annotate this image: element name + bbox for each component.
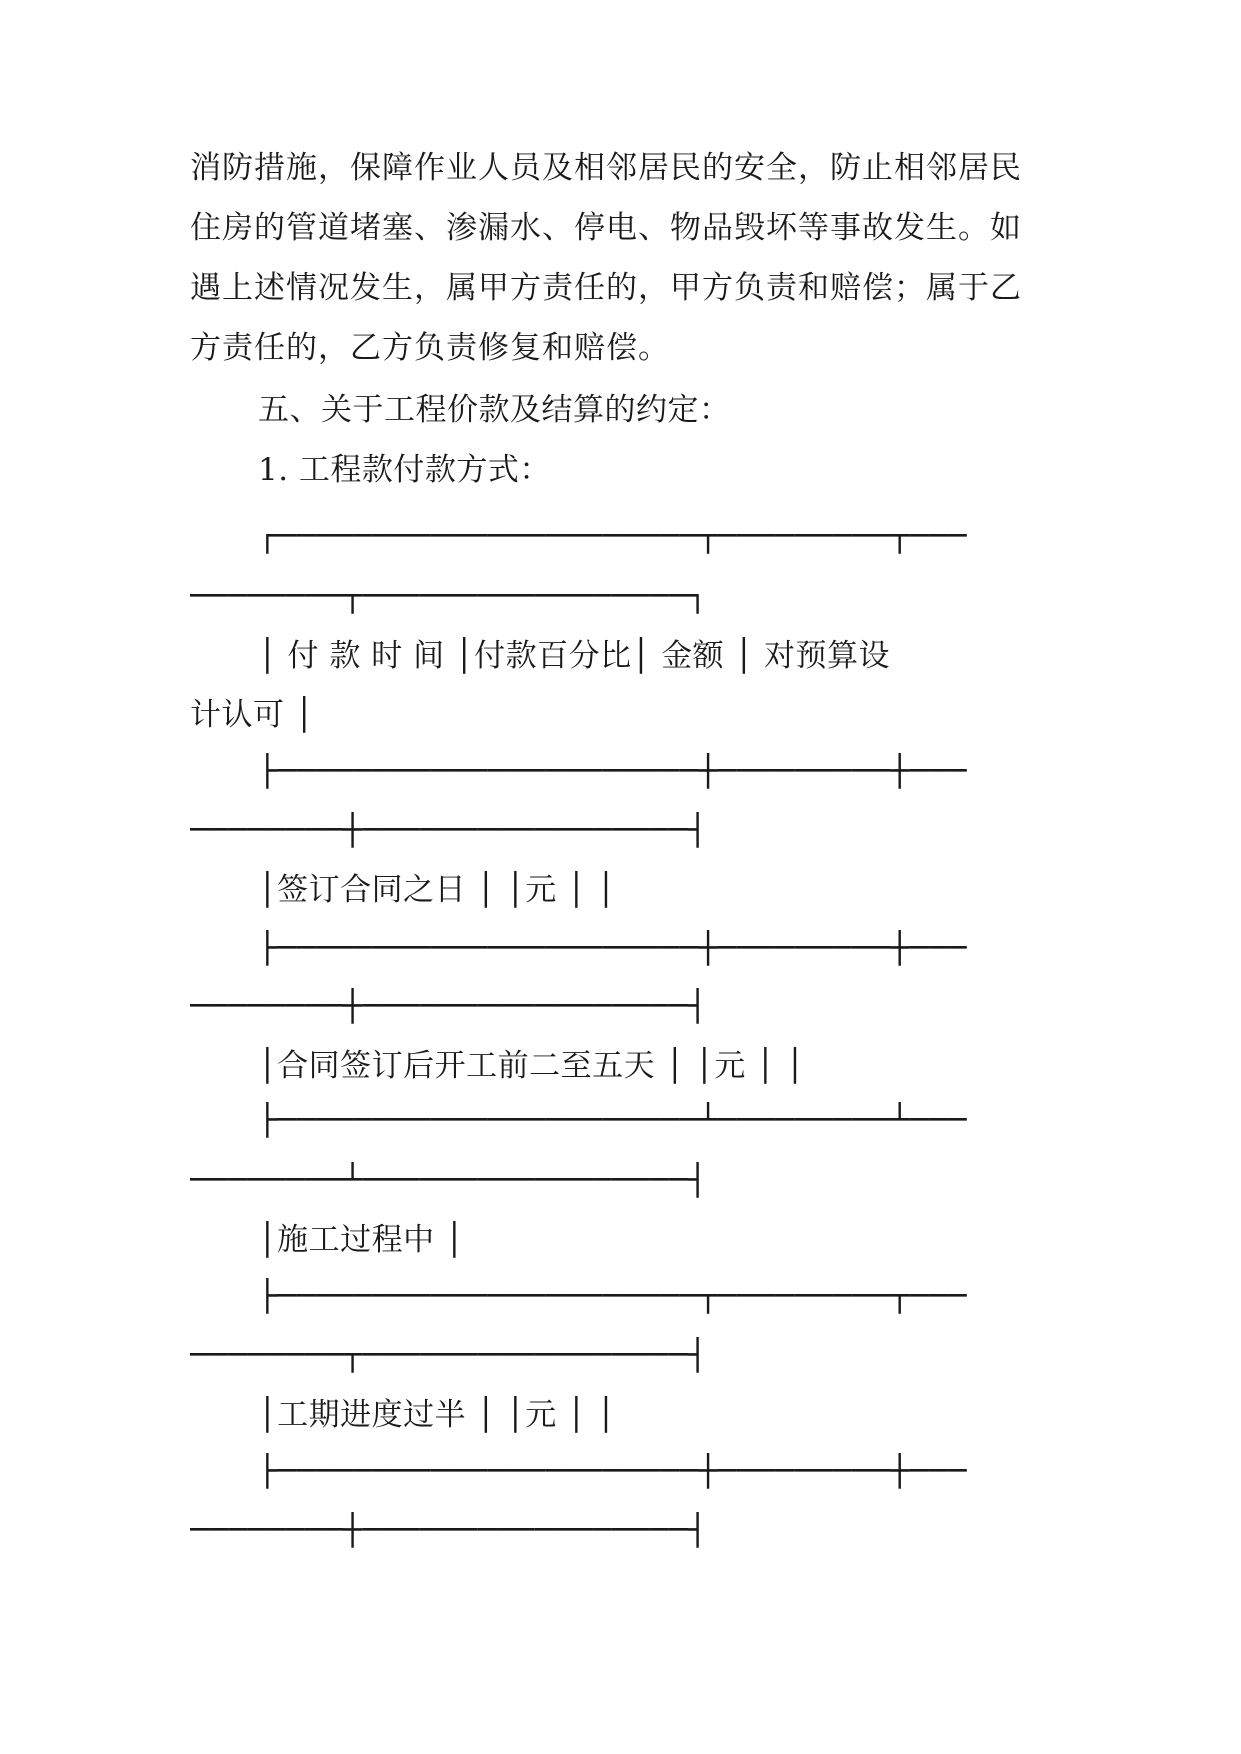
table-top-rule: ┌──────────────────────┬─────────┬─── xyxy=(258,518,968,554)
section-heading: 五、关于工程价款及结算的约定： xyxy=(258,392,731,428)
table-row-1: │签订合同之日 │ │元 │ │ xyxy=(258,872,616,908)
table-separator-5: ├──────────────────────┼─────────┼─── xyxy=(258,1453,968,1489)
table-separator-1: ├──────────────────────┼─────────┼─── xyxy=(258,753,968,789)
table-row-3: │施工过程中 │ xyxy=(258,1222,465,1258)
paragraph-line-1: 消防措施，保障作业人员及相邻居民的安全，防止相邻居民 xyxy=(190,150,1022,186)
paragraph-line-4: 方责任的，乙方负责修复和赔偿。 xyxy=(190,330,670,366)
table-separator-2-cont: ────────┼─────────────────┤ xyxy=(190,988,708,1024)
table-header-row-cont: 计认可 │ xyxy=(190,697,315,733)
table-separator-4: ├──────────────────────┬─────────┬─── xyxy=(258,1278,968,1314)
table-separator-2: ├──────────────────────┼─────────┼─── xyxy=(258,930,968,966)
table-separator-4-cont: ────────┬─────────────────┤ xyxy=(190,1337,708,1373)
table-separator-5-cont: ────────┼─────────────────┤ xyxy=(190,1512,708,1548)
table-separator-3: ├──────────────────────┴─────────┴─── xyxy=(258,1102,968,1138)
paragraph-line-3: 遇上述情况发生，属甲方责任的，甲方负责和赔偿；属于乙 xyxy=(190,270,1022,306)
table-separator-3-cont: ────────┴─────────────────┤ xyxy=(190,1162,708,1198)
table-row-2: │合同签订后开工前二至五天 │ │元 │ │ xyxy=(258,1048,805,1084)
table-header-row: │ 付 款 时 间 │付款百分比│ 金额 │ 对预算设 xyxy=(258,638,890,674)
table-separator-1-cont: ────────┼─────────────────┤ xyxy=(190,812,708,848)
sub-heading: 1. 工程款付款方式： xyxy=(258,452,551,488)
table-top-rule-cont: ────────┬─────────────────┐ xyxy=(190,578,708,614)
table-row-4: │工期进度过半 │ │元 │ │ xyxy=(258,1397,616,1433)
paragraph-line-2: 住房的管道堵塞、渗漏水、停电、物品毁坏等事故发生。如 xyxy=(190,210,1022,246)
